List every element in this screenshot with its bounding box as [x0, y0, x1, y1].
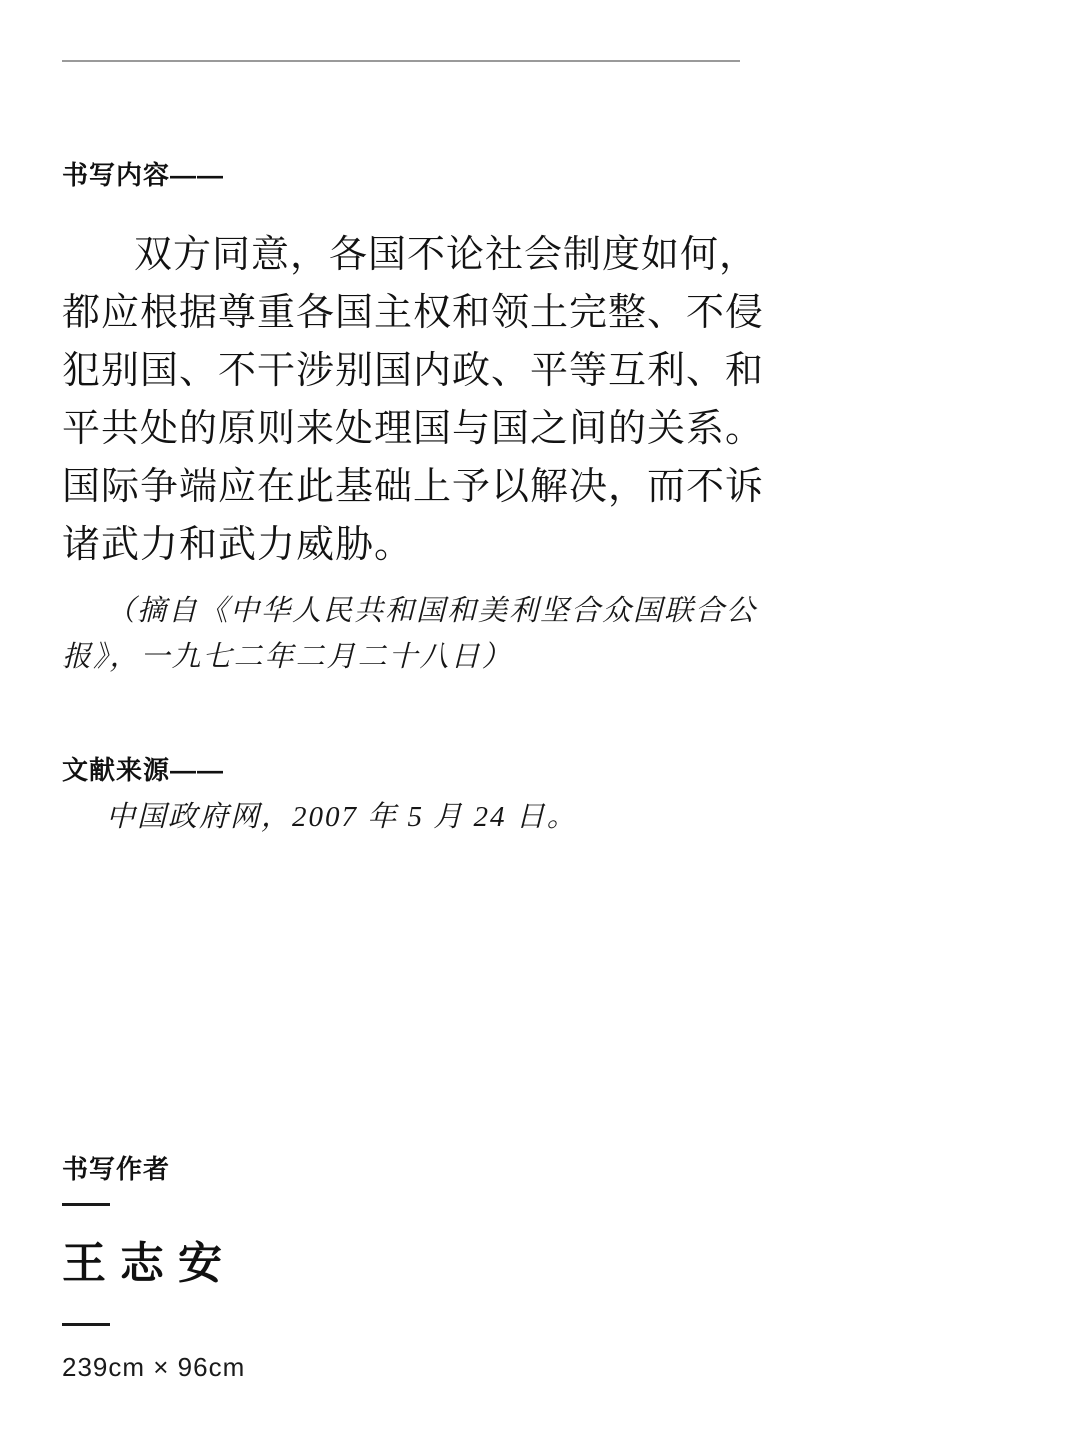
paragraph-line: 国际争端应在此基础上予以解决，而不诉: [62, 466, 765, 508]
author-name: 王志安: [62, 1239, 236, 1288]
author-divider-top: [62, 1203, 110, 1206]
author-divider-bottom: [62, 1323, 110, 1326]
content-section-heading: 书写内容——: [62, 160, 225, 190]
paragraph-line: 平共处的原则来处理国与国之间的关系。: [62, 408, 765, 450]
content-citation: [62, 588, 758, 680]
source-text: 中国政府网，2007 年 5 月 24 日。: [106, 801, 578, 833]
paragraph-line: 双方同意，各国不论社会制度如何，: [134, 234, 759, 276]
citation-line: 报》，一九七二年二月二十八日）: [62, 641, 513, 673]
top-divider-rule: [62, 60, 740, 62]
paragraph-line: 都应根据尊重各国主权和领土完整、不侵: [62, 292, 765, 334]
artwork-dimensions: 239cm × 96cm: [62, 1352, 246, 1382]
paragraph-line: 犯别国、不干涉别国内政、平等互利、和: [62, 350, 765, 392]
author-section-heading: 书写作者: [62, 1154, 171, 1184]
source-section-heading: 文献来源——: [62, 755, 225, 785]
citation-line: （摘自《中华人民共和国和美利坚合众国联合公: [106, 595, 758, 627]
content-paragraph: [62, 226, 765, 574]
paragraph-line: 诸武力和武力威胁。: [62, 524, 414, 566]
